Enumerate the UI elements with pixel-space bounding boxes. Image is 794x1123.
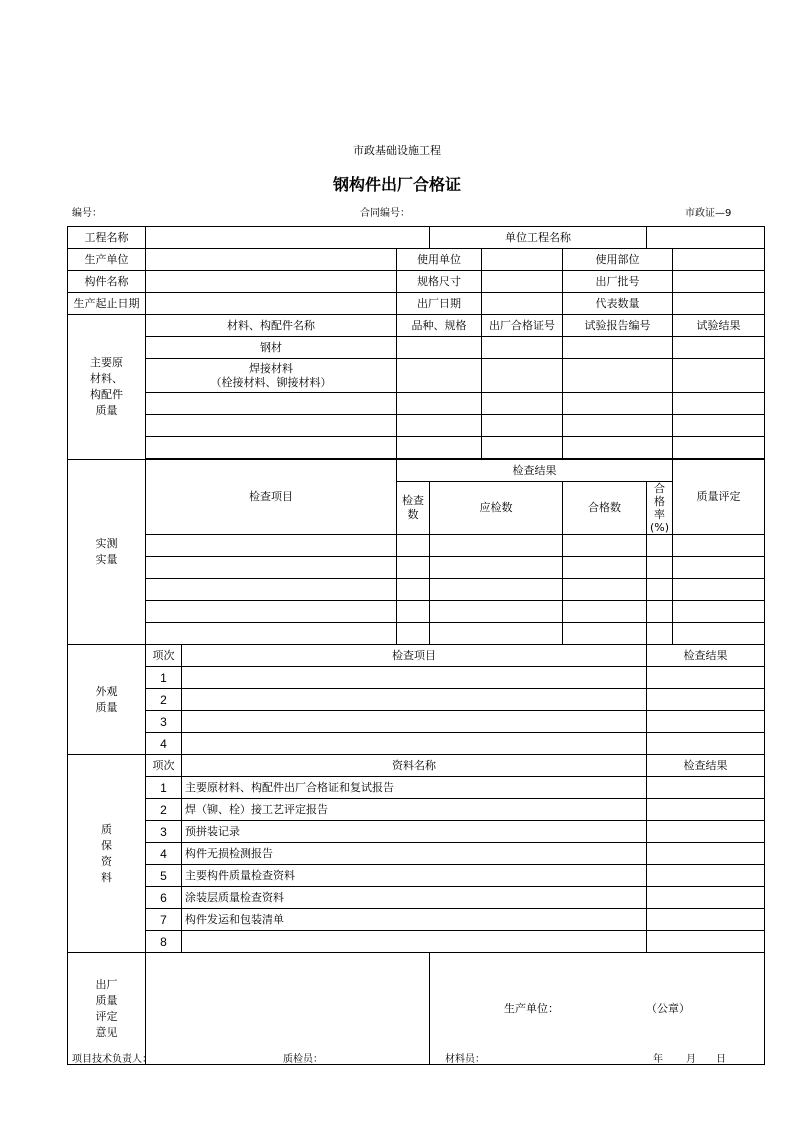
measurement-item-cell[interactable] [146,535,397,557]
material-cell[interactable] [482,437,563,459]
appearance-item-cell[interactable] [182,667,647,689]
document-result-cell[interactable] [647,931,765,953]
appearance-result-cell[interactable] [647,711,765,733]
document-result-cell[interactable] [647,865,765,887]
measurement-cell[interactable] [563,579,647,601]
document-name: 预拼装记录 [182,821,647,843]
document-row-no: 5 [146,865,182,887]
material-cell[interactable] [563,393,673,415]
document-name: 主要原材料、构配件出厂合格证和复试报告 [182,777,647,799]
measurement-cell[interactable] [563,557,647,579]
measurement-cell[interactable] [647,623,673,645]
measurement-cell[interactable] [430,557,563,579]
section-opinion-label: 出厂质量评定意见 [68,953,146,1065]
column-certificate-no: 出厂合格证号 [482,315,563,337]
material-row-empty[interactable] [146,393,397,415]
label-representative-qty: 代表数量 [563,293,673,315]
field-project-name[interactable] [146,227,430,249]
measurement-item-cell[interactable] [146,557,397,579]
material-row-welding: 焊接材料 （栓接材料、铆接材料） [146,359,397,393]
measurement-item-cell[interactable] [146,623,397,645]
column-material-name: 材料、构配件名称 [146,315,397,337]
inspector-signature-label: 质检员： [283,1054,323,1065]
label-user-unit: 使用单位 [397,249,482,271]
measurement-cell[interactable] [430,601,563,623]
label-project-name: 工程名称 [68,227,146,249]
measurement-cell[interactable] [647,601,673,623]
field-batch-no[interactable] [673,271,765,293]
form-title: 钢构件出厂合格证 [332,175,461,194]
form-code: 市政证—9 [685,208,732,219]
field-spec-size[interactable] [482,271,563,293]
appearance-row-no: 2 [146,689,182,711]
document-name: 涂装层质量检查资料 [182,887,647,909]
field-representative-qty[interactable] [673,293,765,315]
material-row-empty[interactable] [146,437,397,459]
material-cell[interactable] [563,415,673,437]
material-cell[interactable] [563,337,673,359]
column-test-report-no: 试验报告编号 [563,315,673,337]
contract-number-label: 合同编号： [360,208,410,219]
column-pass-rate: 合格率 (%) [647,482,673,535]
section-measurement-label: 实测实量 [68,460,146,645]
label-component-name: 构件名称 [68,271,146,293]
column-passed-count: 合格数 [563,482,647,535]
document-result-cell[interactable] [647,821,765,843]
field-component-name[interactable] [146,271,397,293]
column-required-count: 应检数 [430,482,563,535]
appearance-item-cell[interactable] [182,711,647,733]
appearance-row-no: 1 [146,667,182,689]
document-name: 主要构件质量检查资料 [182,865,647,887]
appearance-header-item: 检查项目 [182,645,647,667]
label-production-dates: 生产起止日期 [68,293,146,315]
measurement-cell[interactable] [673,579,765,601]
document-row-no: 7 [146,909,182,931]
measurement-cell[interactable] [563,623,647,645]
material-cell[interactable] [397,437,482,459]
material-clerk-signature-label: 材料员： [445,1054,485,1065]
material-cell[interactable] [563,359,673,393]
measurement-cell[interactable] [647,557,673,579]
label-use-location: 使用部位 [563,249,673,271]
measurement-cell[interactable] [673,535,765,557]
label-producer: 生产单位 [68,249,146,271]
date-month-label: 月 [686,1054,696,1065]
document-row-no: 8 [146,931,182,953]
measurement-result-header: 检查结果 [397,460,673,482]
label-delivery-date: 出厂日期 [397,293,482,315]
label-unit-project-name: 单位工程名称 [430,227,647,249]
producer-signature-label: 生产单位： [504,1001,559,1015]
material-cell[interactable] [397,415,482,437]
appearance-row-no: 4 [146,733,182,755]
document-name[interactable] [182,931,647,953]
measurement-item-cell[interactable] [146,601,397,623]
material-cell[interactable] [673,415,765,437]
document-result-cell[interactable] [647,909,765,931]
measurement-cell[interactable] [397,535,430,557]
documents-header-result: 检查结果 [647,755,765,777]
measurement-cell[interactable] [563,535,647,557]
material-cell[interactable] [673,337,765,359]
document-row-no: 4 [146,843,182,865]
certificate-table [67,226,765,1065]
appearance-header-no: 项次 [146,645,182,667]
field-unit-project-name[interactable] [647,227,765,249]
serial-number-label: 编号： [72,208,102,219]
documents-header-name: 资料名称 [182,755,647,777]
material-cell[interactable] [482,415,563,437]
measurement-cell[interactable] [397,623,430,645]
appearance-item-cell[interactable] [182,689,647,711]
measurement-item-header: 检查项目 [146,460,397,535]
column-variety-spec: 品种、规格 [397,315,482,337]
measurement-cell[interactable] [397,557,430,579]
measurement-cell[interactable] [673,557,765,579]
measurement-cell[interactable] [430,579,563,601]
measurement-cell[interactable] [647,535,673,557]
document-result-cell[interactable] [647,777,765,799]
appearance-result-cell[interactable] [647,667,765,689]
material-cell[interactable] [673,359,765,393]
material-cell[interactable] [673,437,765,459]
field-user-unit[interactable] [482,249,563,271]
material-cell[interactable] [482,393,563,415]
organization-heading: 市政基础设施工程 [353,144,441,157]
section-appearance-label: 外观质量 [68,645,146,755]
measurement-cell[interactable] [397,579,430,601]
material-cell[interactable] [397,359,482,393]
label-batch-no: 出厂批号 [563,271,673,293]
measurement-cell[interactable] [563,601,647,623]
measurement-cell[interactable] [647,579,673,601]
measurement-cell[interactable] [673,623,765,645]
material-cell[interactable] [563,437,673,459]
material-cell[interactable] [397,337,482,359]
appearance-item-cell[interactable] [182,733,647,755]
document-name: 焊（铆、栓）接工艺评定报告 [182,799,647,821]
document-name: 构件发运和包装清单 [182,909,647,931]
material-row-steel: 钢材 [146,337,397,359]
material-row-empty[interactable] [146,415,397,437]
field-producer[interactable] [146,249,397,271]
document-row-no: 2 [146,799,182,821]
date-day-label: 日 [716,1054,726,1065]
appearance-result-cell[interactable] [647,689,765,711]
document-name: 构件无损检测报告 [182,843,647,865]
date-year-label: 年 [653,1054,663,1065]
field-use-location[interactable] [673,249,765,271]
section-documents-label: 质保资料 [68,755,146,953]
measurement-item-cell[interactable] [146,579,397,601]
field-production-dates[interactable] [146,293,397,315]
material-cell[interactable] [482,359,563,393]
measurement-cell[interactable] [430,623,563,645]
document-row-no: 6 [146,887,182,909]
measurement-cell[interactable] [397,601,430,623]
document-row-no: 3 [146,821,182,843]
official-seal-label: （公章） [646,1001,690,1015]
appearance-row-no: 3 [146,711,182,733]
measurement-cell[interactable] [673,601,765,623]
appearance-result-cell[interactable] [647,733,765,755]
document-row-no: 1 [146,777,182,799]
section-materials-label: 主要原材料、构配件质量 [68,315,146,460]
measurement-evaluation-header: 质量评定 [673,460,765,535]
document-result-cell[interactable] [647,887,765,909]
tech-lead-signature-label: 项目技术负责人： [72,1054,152,1065]
field-delivery-date[interactable] [482,293,563,315]
document-result-cell[interactable] [647,799,765,821]
measurement-cell[interactable] [430,535,563,557]
material-cell[interactable] [673,393,765,415]
column-checked-count: 检查数 [397,482,430,535]
documents-header-no: 项次 [146,755,182,777]
opinion-signature-area [430,953,765,1065]
appearance-header-result: 检查结果 [647,645,765,667]
document-result-cell[interactable] [647,843,765,865]
opinion-text-area[interactable] [146,953,430,1065]
material-cell[interactable] [482,337,563,359]
column-test-result: 试验结果 [673,315,765,337]
label-spec-size: 规格尺寸 [397,271,482,293]
material-cell[interactable] [397,393,482,415]
